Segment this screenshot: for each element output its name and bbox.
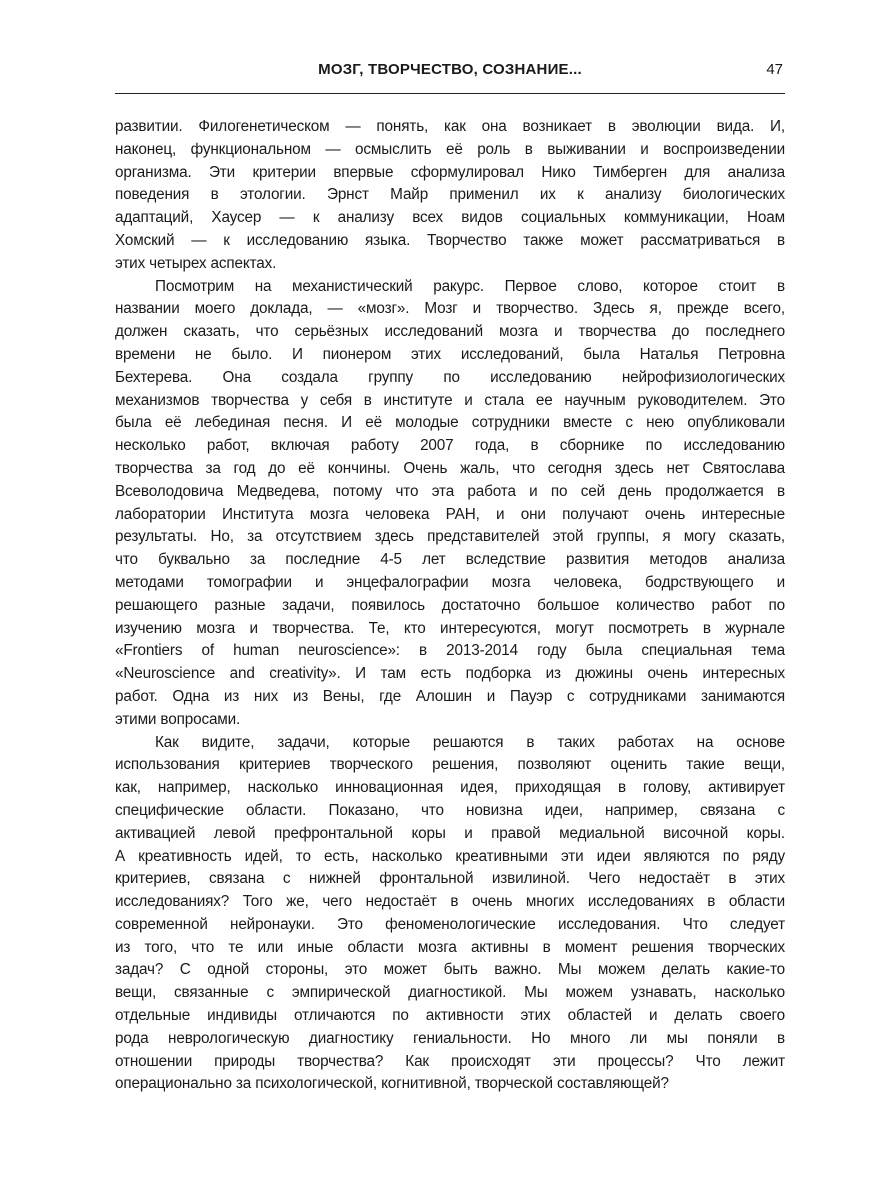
text-line: работ. Одна из них из Вены, где Алошин и Пауэр с сотрудниками занимаются xyxy=(115,687,785,705)
text-line: развитии. Филогенетическом — понять, как она возникает в эволюции вида. И, xyxy=(115,118,785,135)
running-title: МОЗГ, ТВОРЧЕСТВО, СОЗНАНИЕ... xyxy=(318,61,582,78)
text-line: организма. Эти критерии впервые сформулировал Нико Тимберген для анализа xyxy=(115,163,785,181)
text-line: решающего разные задачи, появилось достаточно большое количество работ по xyxy=(115,596,785,614)
text-line: современной нейронауки. Это феноменологические исследования. Что следует xyxy=(115,915,785,933)
text-line: механизмов творчества у себя в институте и стала ее научным руководителем. Это xyxy=(115,391,785,409)
text-line: адаптаций, Хаусер — к анализу всех видов социальных коммуникации, Ноам xyxy=(115,209,785,227)
text-line: изучению мозга и творчества. Те, кто интересуются, могут посмотреть в журнале xyxy=(115,619,785,637)
text-line: Как видите, задачи, которые решаются в таких работах на основе xyxy=(155,733,785,751)
paragraph xyxy=(115,732,785,1097)
text-line: операционально за психологической, когнитивной, творческой составляющей? xyxy=(115,1075,669,1093)
text-line: наконец, функциональном — осмыслить её роль в выживании и воспроизведении xyxy=(115,140,785,158)
body-text xyxy=(115,116,785,1096)
text-line: Хомский — к исследованию языка. Творчество также может рассматриваться в xyxy=(115,231,785,249)
text-line: рода неврологическую диагностику гениальности. Но много ли мы поняли в xyxy=(115,1029,785,1047)
text-line: активацией левой префронтальной коры и правой медиальной височной коры. xyxy=(115,824,785,842)
text-line: поведения в этологии. Эрнст Майр применил их к анализу биологических xyxy=(115,186,785,204)
text-line: отдельные индивиды отличаются по активности этих областей и делать своего xyxy=(115,1007,785,1025)
text-line: вещи, связанные с эмпирической диагностикой. Мы можем узнавать, насколько xyxy=(115,984,785,1002)
text-line: задач? С одной стороны, это может быть важно. Мы можем делать какие-то xyxy=(115,961,785,979)
text-line: Всеволодовича Медведева, потому что эта работа и по сей день продолжается в xyxy=(115,482,785,500)
text-line: «Neuroscience and creativity». И там есть подборка из дюжины очень интересных xyxy=(115,665,785,683)
text-line: была её лебединая песня. И её молодые сотрудники вместе с нею опубликовали xyxy=(115,414,785,432)
text-line: должен сказать, что серьёзных исследований мозга и творчества до последнего xyxy=(115,323,785,341)
text-line: критериев, связана с нижней фронтальной извилиной. Чего недостаёт в этих xyxy=(115,870,785,888)
text-line: этими вопросами. xyxy=(115,710,241,728)
text-line: методами томографии и энцефалографии мозга человека, бодрствующего и xyxy=(115,573,785,591)
text-line: творчества за год до её кончины. Очень жаль, что сегодня здесь нет Святослава xyxy=(115,459,785,477)
paragraph xyxy=(115,276,785,732)
text-line: исследованиях? Того же, чего недостаёт в очень многих исследованиях в области xyxy=(115,893,785,911)
text-line: времени не было. И пионером этих исследований, была Наталья Петровна xyxy=(115,345,785,363)
text-line: названии моего доклада, — «мозг». Мозг и творчество. Здесь я, прежде всего, xyxy=(115,300,785,318)
text-line: результаты. Но, за отсутствием здесь представителей этой группы, я могу сказать, xyxy=(115,528,785,546)
running-header xyxy=(115,61,785,83)
text-line: использования критериев творческого решения, позволяют оценить такие вещи, xyxy=(115,756,785,774)
text-line: отношении природы творчества? Как происходят эти процессы? Что лежит xyxy=(115,1052,785,1070)
text-line: из того, что те или иные области мозга активны в момент решения творческих xyxy=(115,938,785,956)
text-line: специфические области. Показано, что новизна идеи, например, связана с xyxy=(115,801,785,819)
page-number: 47 xyxy=(766,61,783,78)
text-line: что буквально за последние 4-5 лет вследствие развития методов анализа xyxy=(115,551,785,569)
text-line: этих четырех аспектах. xyxy=(115,254,277,272)
text-line: А креативность идей, то есть, насколько креативными эти идеи являются по ряду xyxy=(115,847,785,865)
text-line: несколько работ, включая работу 2007 года, в сборнике по исследованию xyxy=(115,437,785,455)
header-rule xyxy=(115,93,785,94)
text-line: лаборатории Института мозга человека РАН, и они получают очень интересные xyxy=(115,505,785,523)
text-line: «Frontiers of human neuroscience»: в 2013-2014 году была специальная тема xyxy=(115,642,785,660)
paragraph xyxy=(115,116,785,276)
text-line: как, например, насколько инновационная идея, приходящая в голову, активирует xyxy=(115,779,785,797)
text-line: Посмотрим на механистический ракурс. Первое слово, которое стоит в xyxy=(155,277,785,295)
text-line: Бехтерева. Она создала группу по исследованию нейрофизиологических xyxy=(115,368,785,386)
